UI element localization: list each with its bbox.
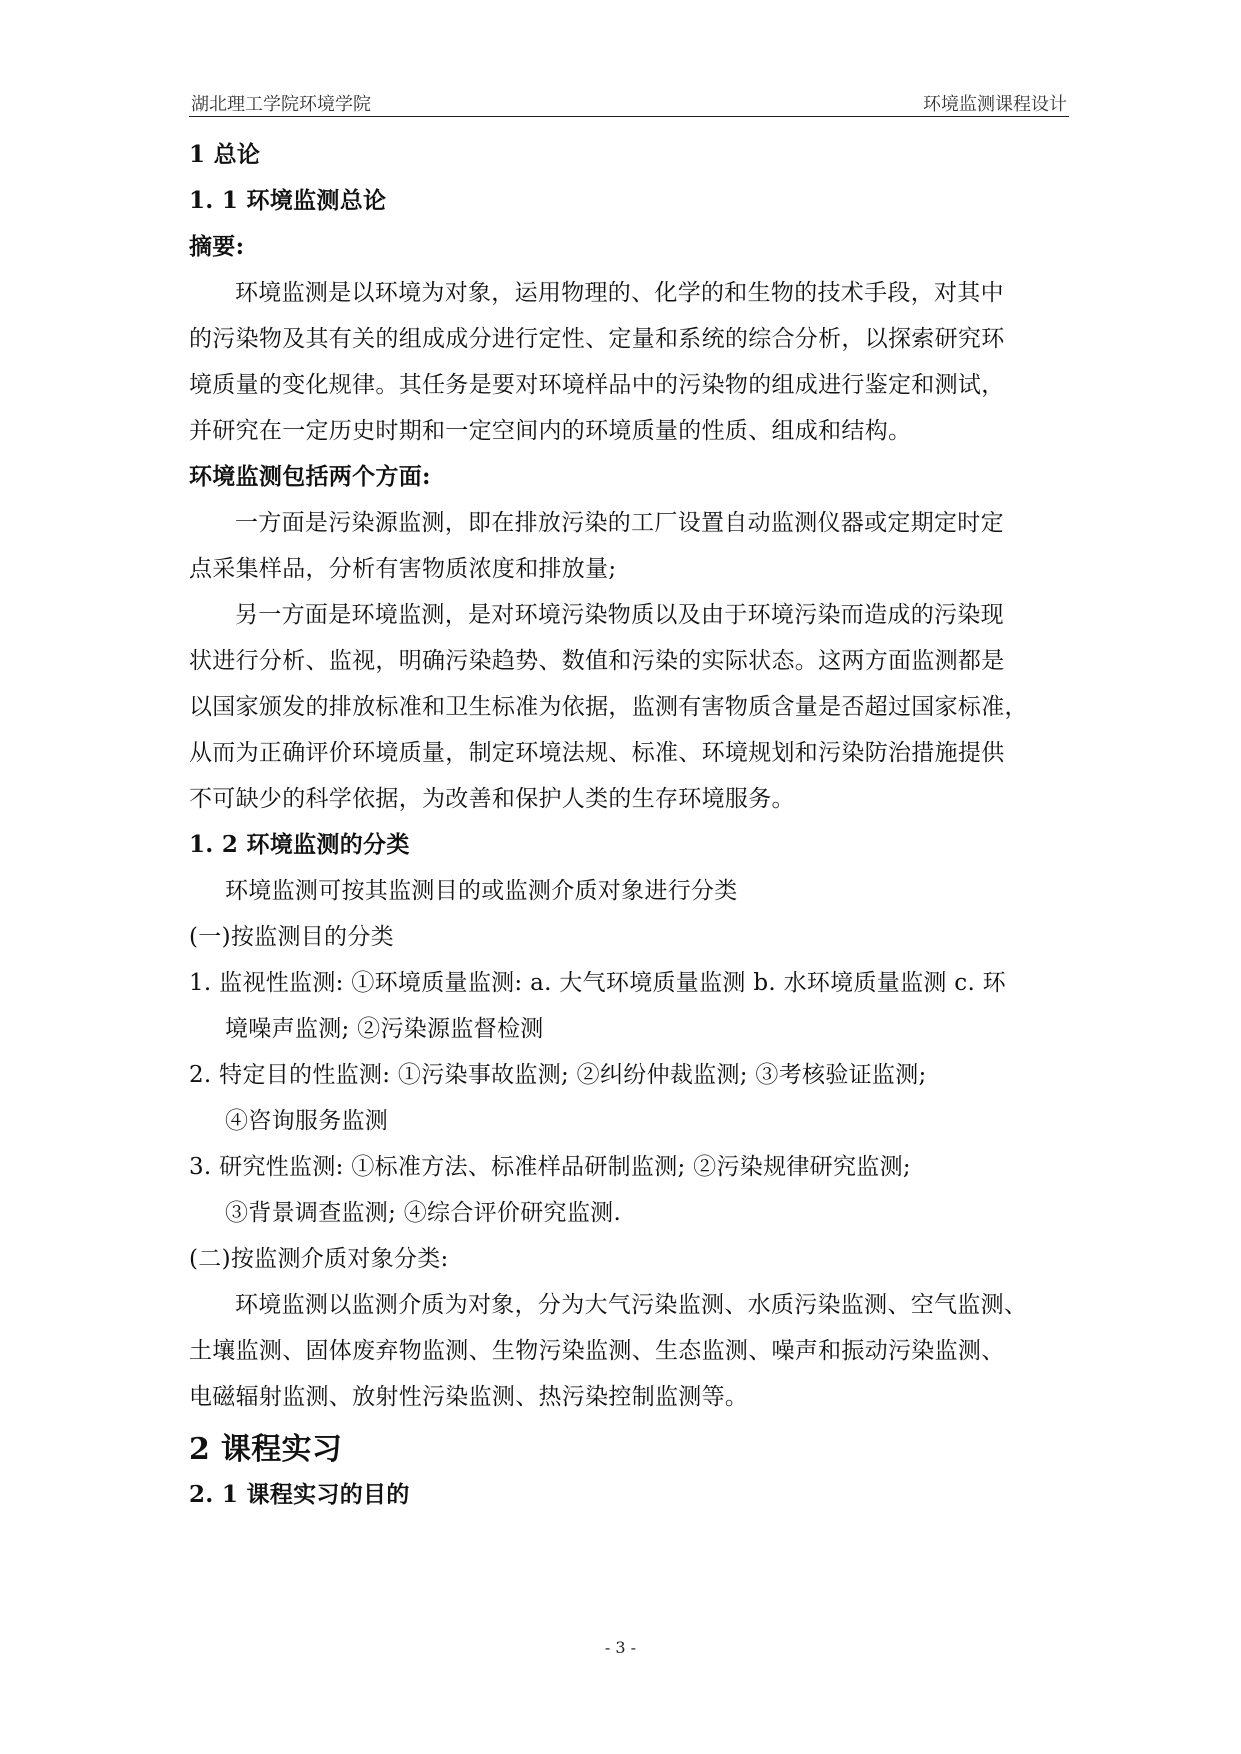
medium-line: 环境监测以监测介质为对象，分为大气污染监测、水质污染监测、空气监测、 — [235, 1292, 1028, 1318]
list-item-2-cont: ④咨询服务监测 — [225, 1108, 389, 1134]
abstract-label: 摘要: — [189, 233, 245, 260]
heading-1-1: 1. 1 环境监测总论 — [189, 187, 387, 214]
abstract-line: 的污染物及其有关的组成成分进行定性、定量和系统的综合分析，以探索研究环 — [189, 326, 1005, 352]
by-purpose-heading: (一)按监测目的分类 — [189, 924, 394, 950]
aspect2-line: 不可缺少的科学依据，为改善和保护人类的生存环境服务。 — [189, 786, 795, 812]
heading-2-1: 2. 1 课程实习的目的 — [189, 1481, 410, 1508]
aspect1-line: 一方面是污染源监测，即在排放污染的工厂设置自动监测仪器或定期定时定 — [235, 510, 1004, 536]
aspect2-line: 状进行分析、监视，明确污染趋势、数值和污染的实际状态。这两方面监测都是 — [189, 648, 1005, 674]
medium-line: 电磁辐射监测、放射性污染监测、热污染控制监测等。 — [189, 1384, 749, 1410]
list-item-1-cont: 境噪声监测; ②污染源监督检测 — [225, 1016, 544, 1042]
header-divider — [189, 116, 1069, 117]
heading-1-2: 1. 2 环境监测的分类 — [189, 831, 410, 858]
list-item-3: 3. 研究性监测: ①标准方法、标准样品研制监测; ②污染规律研究监测; — [189, 1154, 911, 1180]
running-header — [189, 86, 1069, 116]
header-institution: 湖北理工学院环境学院 — [191, 94, 371, 115]
medium-line: 土壤监测、固体废弃物监测、生物污染监测、生态监测、噪声和振动污染监测、 — [189, 1338, 1005, 1364]
header-course-title: 环境监测课程设计 — [923, 94, 1067, 115]
heading-2: 2 课程实习 — [189, 1432, 343, 1467]
aspect2-line: 以国家颁发的排放标准和卫生标准为依据，监测有害物质含量是否超过国家标准， — [189, 694, 1028, 720]
list-item-2: 2. 特定目的性监测: ①污染事故监测; ②纠纷仲裁监测; ③考核验证监测; — [189, 1062, 927, 1088]
two-aspects-label: 环境监测包括两个方面: — [189, 463, 431, 490]
by-medium-heading: (二)按监测介质对象分类: — [189, 1246, 449, 1272]
classify-intro: 环境监测可按其监测目的或监测介质对象进行分类 — [225, 878, 738, 904]
aspect1-line: 点采集样品，分析有害物质浓度和排放量; — [189, 556, 617, 582]
aspect2-line: 从而为正确评价环境质量，制定环境法规、标准、环境规划和污染防治措施提供 — [189, 740, 1005, 766]
list-item-1: 1. 监视性监测: ①环境质量监测: a. 大气环境质量监测 b. 水环境质量监测 c. 环 — [189, 970, 1006, 996]
heading-1: 1 总论 — [189, 141, 261, 168]
page-number: - 3 - — [604, 1638, 637, 1657]
abstract-line: 境质量的变化规律。其任务是要对环境样品中的污染物的组成进行鉴定和测试， — [189, 372, 1005, 398]
list-item-3-cont: ③背景调查监测; ④综合评价研究监测. — [225, 1200, 622, 1226]
aspect2-line: 另一方面是环境监测，是对环境污染物质以及由于环境污染而造成的污染现 — [235, 602, 1004, 628]
abstract-line: 环境监测是以环境为对象，运用物理的、化学的和生物的技术手段，对其中 — [235, 280, 1004, 306]
abstract-line: 并研究在一定历史时期和一定空间内的环境质量的性质、组成和结构。 — [189, 418, 912, 444]
